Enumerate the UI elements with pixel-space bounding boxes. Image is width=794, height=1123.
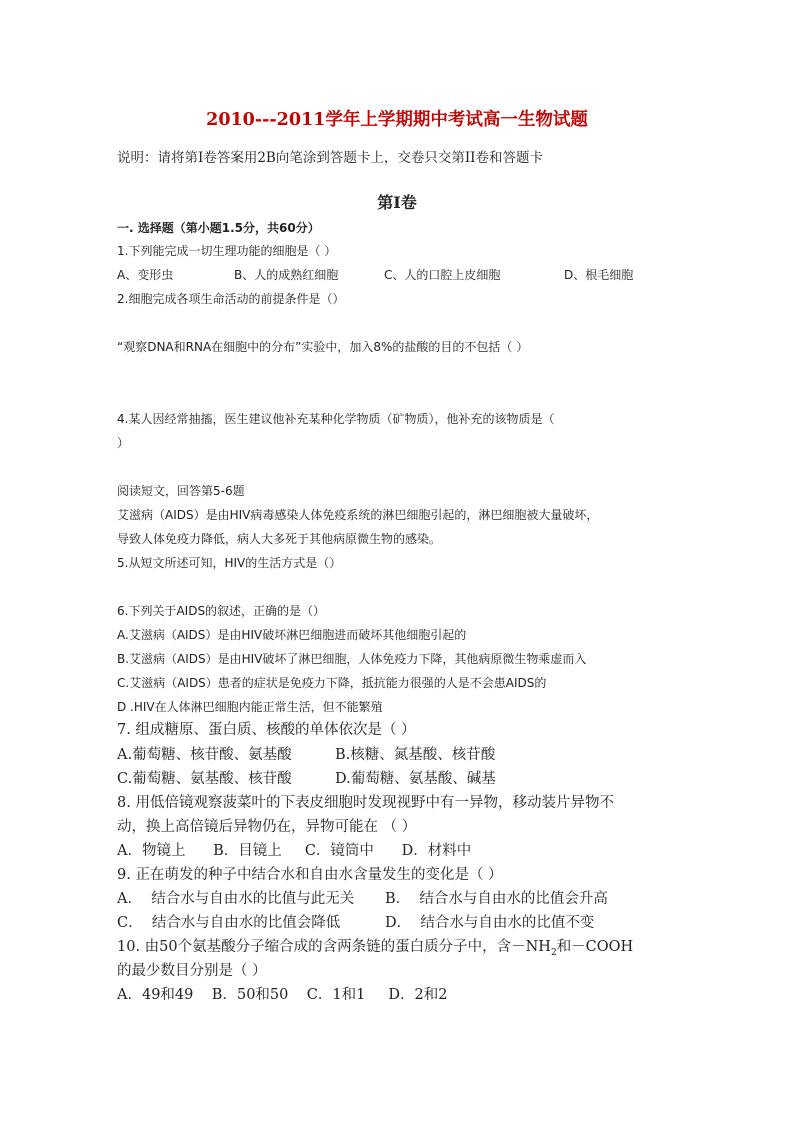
exam-title: 2010---2011学年上学期期中考试高一生物试题 [206,110,588,130]
question-7-stem: 7. 组成糖原、蛋白质、核酸的单体依次是（ ） [117,722,416,738]
question-10-stem-line2: 的最少数目分别是（ ） [117,963,267,979]
q7-option-b: B.核糖、氮基酸、核苷酸 [335,747,496,763]
q9-option-b: B． 结合水与自由水的比值会升高 [385,891,608,907]
q6-option-c: C.艾滋病（AIDS）患者的症状是免疫力下降，抵抗能力很强的人是不会患AIDS的 [117,676,547,690]
reading-paragraph-line1: 艾滋病（AIDS）是由HIV病毒感染人体免疫系统的淋巴细胞引起的，淋巴细胞被大量破坏， [117,508,599,522]
question-5-stem: 5.从短文所述可知，HIV的生活方式是（） [117,556,342,570]
q6-option-d: D .HIV在人体淋巴细胞内能正常生活，但不能繁殖 [117,700,383,714]
question-8-options: A．物镜上 B．目镜上 C．镜筒中 D．材料中 [117,843,472,859]
q10-stem-part1: 10. 由50个氨基酸分子缩合成的含两条链的蛋白质分子中，含－NH [117,939,551,955]
question-7-options-row1 [117,743,495,764]
q10-stem-part2: 和－COOH [556,939,634,955]
q9-option-c: C． 结合水与自由水的比值会降低 [117,915,341,931]
question-4-stem-line1: 4.某人因经常抽搐，医生建议他补充某种化学物质（矿物质），他补充的该物质是（ [117,412,555,426]
q6-option-a: A.艾滋病（AIDS）是由HIV破坏淋巴细胞进而破坏其他细胞引起的 [117,628,467,642]
question-9-stem: 9. 正在萌发的种子中结合水和自由水含量发生的变化是（ ） [117,867,503,883]
q6-option-b: B.艾滋病（AIDS）是由HIV破坏了淋巴细胞，人体免疫力下降，其他病原微生物乘虚而入 [117,652,587,666]
q10-stem-subscript: 2 [550,947,557,958]
q7-option-c: C.葡萄糖、氨基酸、核苷酸 [117,771,292,787]
q9-option-d: D． 结合水与自由水的比值不变 [385,915,595,931]
q7-option-d: D.葡萄糖、氨基酸、碱基 [335,771,496,787]
question-9-options-row1 [117,887,608,908]
q9-option-a: A． 结合水与自由水的比值与此无关 [117,891,355,907]
question-8-stem-line1: 8. 用低倍镜观察菠菜叶的下表皮细胞时发现视野中有一异物，移动装片异物不 [117,795,614,811]
question-2-stem: 2.细胞完成各项生命活动的前提条件是（） [117,292,345,306]
question-7-options-row2 [117,767,496,788]
reading-paragraph-line2: 导致人体免疫力降低，病人大多死于其他病原微生物的感染。 [117,532,442,546]
section-heading: 一. 选择题（第小题1.5分，共60分） [117,221,320,235]
question-10-options: A．49和49 B．50和50 C．1和1 D．2和2 [117,987,448,1003]
question-3-stem: “观察DNA和RNA在细胞中的分布”实验中，加入8%的盐酸的目的不包括（ ） [117,340,529,354]
question-10-stem-line1 [117,935,633,958]
part-one-title: 第I卷 [377,193,417,212]
q7-option-a: A.葡萄糖、核苷酸、氨基酸 [117,747,292,763]
q1-option-c: C、人的口腔上皮细胞 [384,268,501,282]
instructions-note: 说明：请将第I卷答案用2B向笔涂到答题卡上，交卷只交第II卷和答题卡 [117,150,544,166]
question-1-options [117,266,633,283]
question-9-options-row2 [117,911,594,932]
reading-intro: 阅读短文，回答第5-6题 [117,484,245,498]
question-1-stem: 1.下列能完成一切生理功能的细胞是（ ） [117,244,337,258]
question-4-stem-line2: ） [117,436,130,450]
q1-option-a: A、变形虫 [117,268,174,282]
question-6-stem: 6.下列关于AIDS的叙述，正确的是（） [117,604,326,618]
question-8-stem-line2: 动，换上高倍镜后异物仍在，异物可能在 （ ） [117,819,417,835]
q1-option-b: B、人的成熟红细胞 [234,268,339,282]
q1-option-d: D、根毛细胞 [564,268,634,282]
